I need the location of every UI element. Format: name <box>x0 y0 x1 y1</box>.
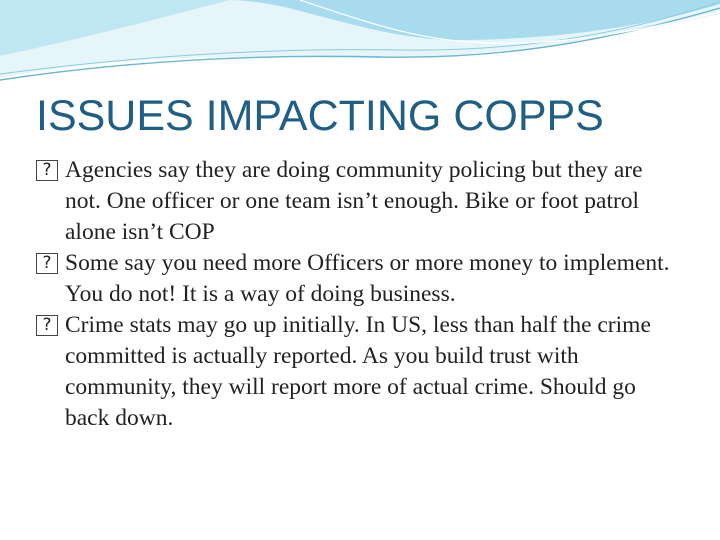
bullet-item-1 <box>36 155 684 248</box>
bullet-text-1: Agencies say they are doing community policing but they are not. One officer or one team isn’t enough. Bike or foot patrol alone isn’t COP <box>65 157 643 245</box>
missing-glyph-bullet-icon: ? <box>36 160 58 181</box>
bullet-text-3: Crime stats may go up initially. In US, less than half the crime committed is actually reported. As you build trust with community, they will report more of actual crime. Should go back down. <box>65 312 651 431</box>
bullet-item-3 <box>36 310 684 434</box>
missing-glyph-bullet-icon: ? <box>36 253 58 274</box>
bullet-text-2: Some say you need more Officers or more money to implement. You do not! It is a way of doing business. <box>65 250 670 307</box>
slide-title: ISSUES IMPACTING COPPS <box>36 92 604 140</box>
bullet-list <box>36 155 684 434</box>
missing-glyph-bullet-icon: ? <box>36 315 58 336</box>
bullet-item-2 <box>36 248 684 310</box>
